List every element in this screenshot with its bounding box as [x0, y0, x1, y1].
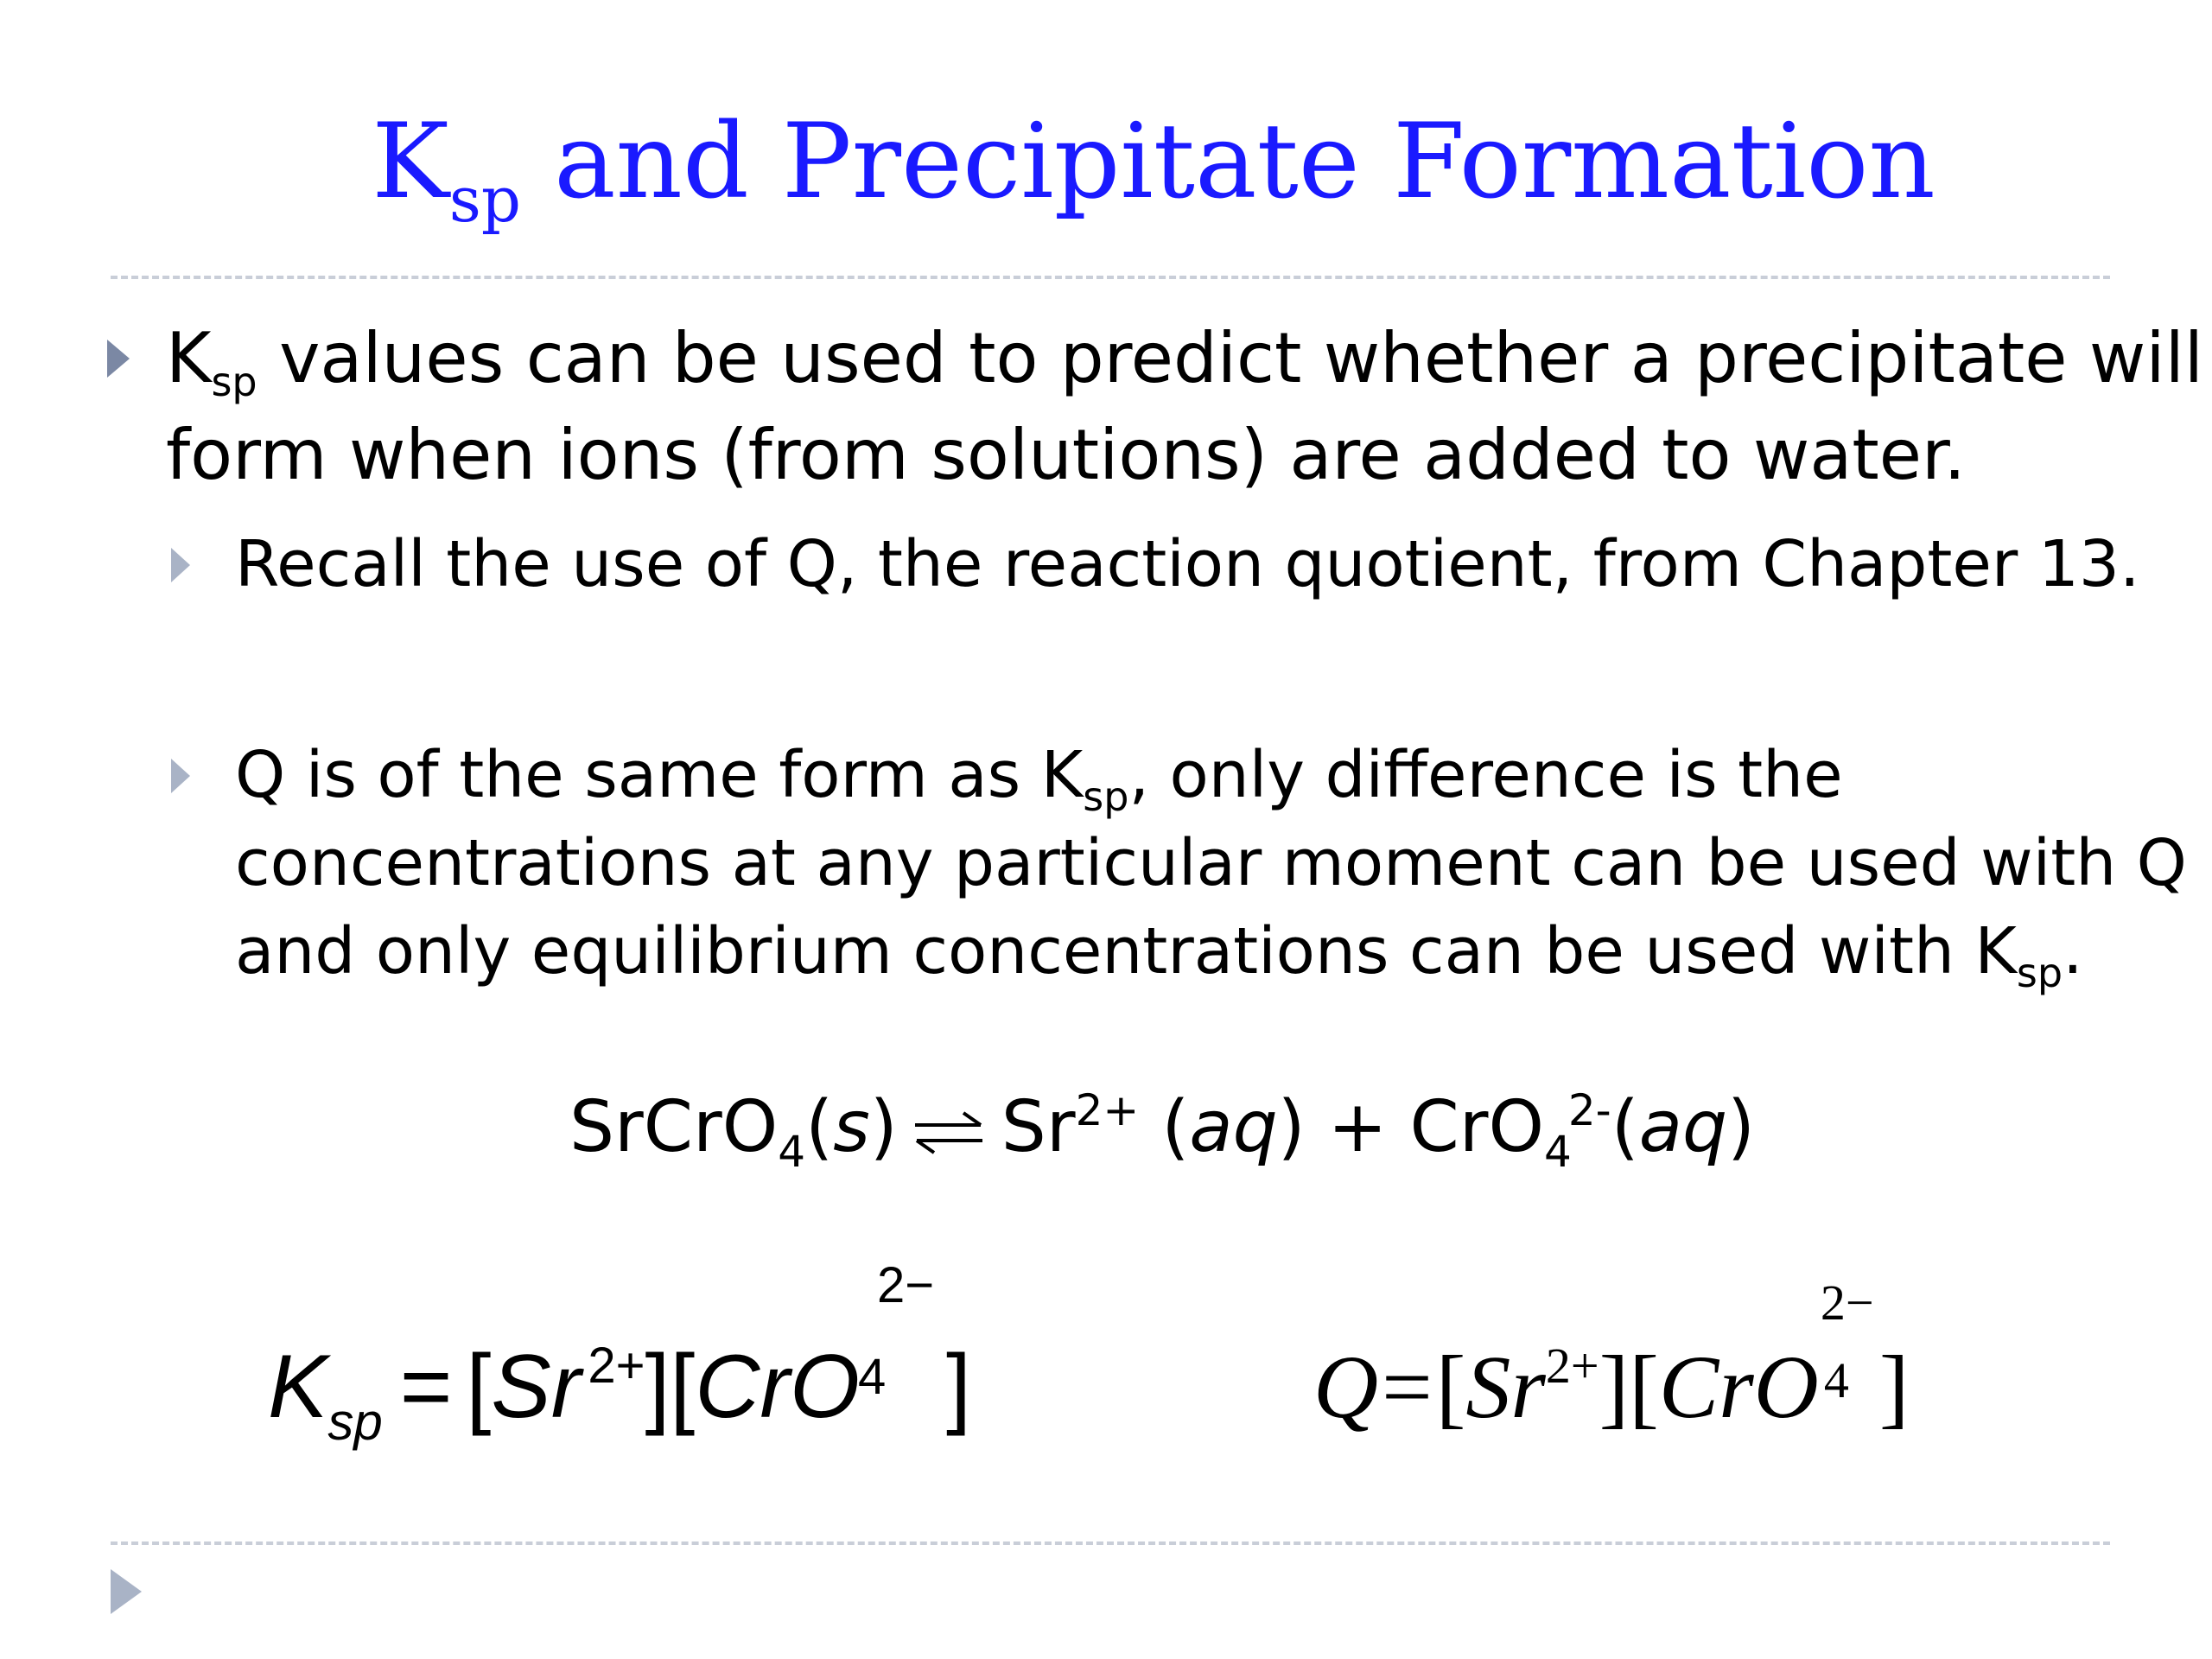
top-divider: [111, 276, 2110, 279]
subbullet-arrow-icon: [171, 548, 190, 582]
subbullet-2-line-1: Q is of the same form as $K_{sp}$, only difference is the: [235, 738, 1843, 820]
q-expression: $Q=[Sr^{2+}][CrO$ 2− 4 ]: [1313, 1274, 1910, 1437]
ksp-expression: $K_{sp} = [Sr$ $^{2+}$][CrO 2− 4 ]: [268, 1257, 971, 1451]
subbullet-arrow-icon: [171, 759, 190, 793]
title-rest: and Precipitate Formation: [520, 102, 1936, 222]
subbullet-2-line-3: and only equilibrium concentrations can be used with $K_{sp}$.: [235, 914, 2083, 996]
slide-title: [0, 102, 2212, 236]
footer-arrow-icon: [111, 1569, 142, 1614]
bullet-arrow-icon: [107, 340, 130, 378]
subbullet-1-text: Recall the use of Q, the reaction quotient, from Chapter 13.: [235, 527, 2140, 601]
equilibrium-arrow-icon: [912, 1106, 986, 1158]
title-sub: sp: [448, 163, 521, 236]
bullet-1-line-1: $K_{sp}$ values can be used to predict whether a precipitate will: [166, 318, 2204, 405]
bottom-divider: [111, 1541, 2110, 1545]
bullet-1-line-2: form when ions (from solutions) are added to water.: [166, 415, 1966, 495]
title-k: K: [372, 102, 449, 222]
subbullet-2-line-2: concentrations at any particular moment can be used with Q: [235, 826, 2187, 900]
dissolution-equation: SrCrO$_4$(s) $Sr^{2+}$ (aq) + CrO$_4^{2-}$(aq): [569, 1085, 1756, 1177]
